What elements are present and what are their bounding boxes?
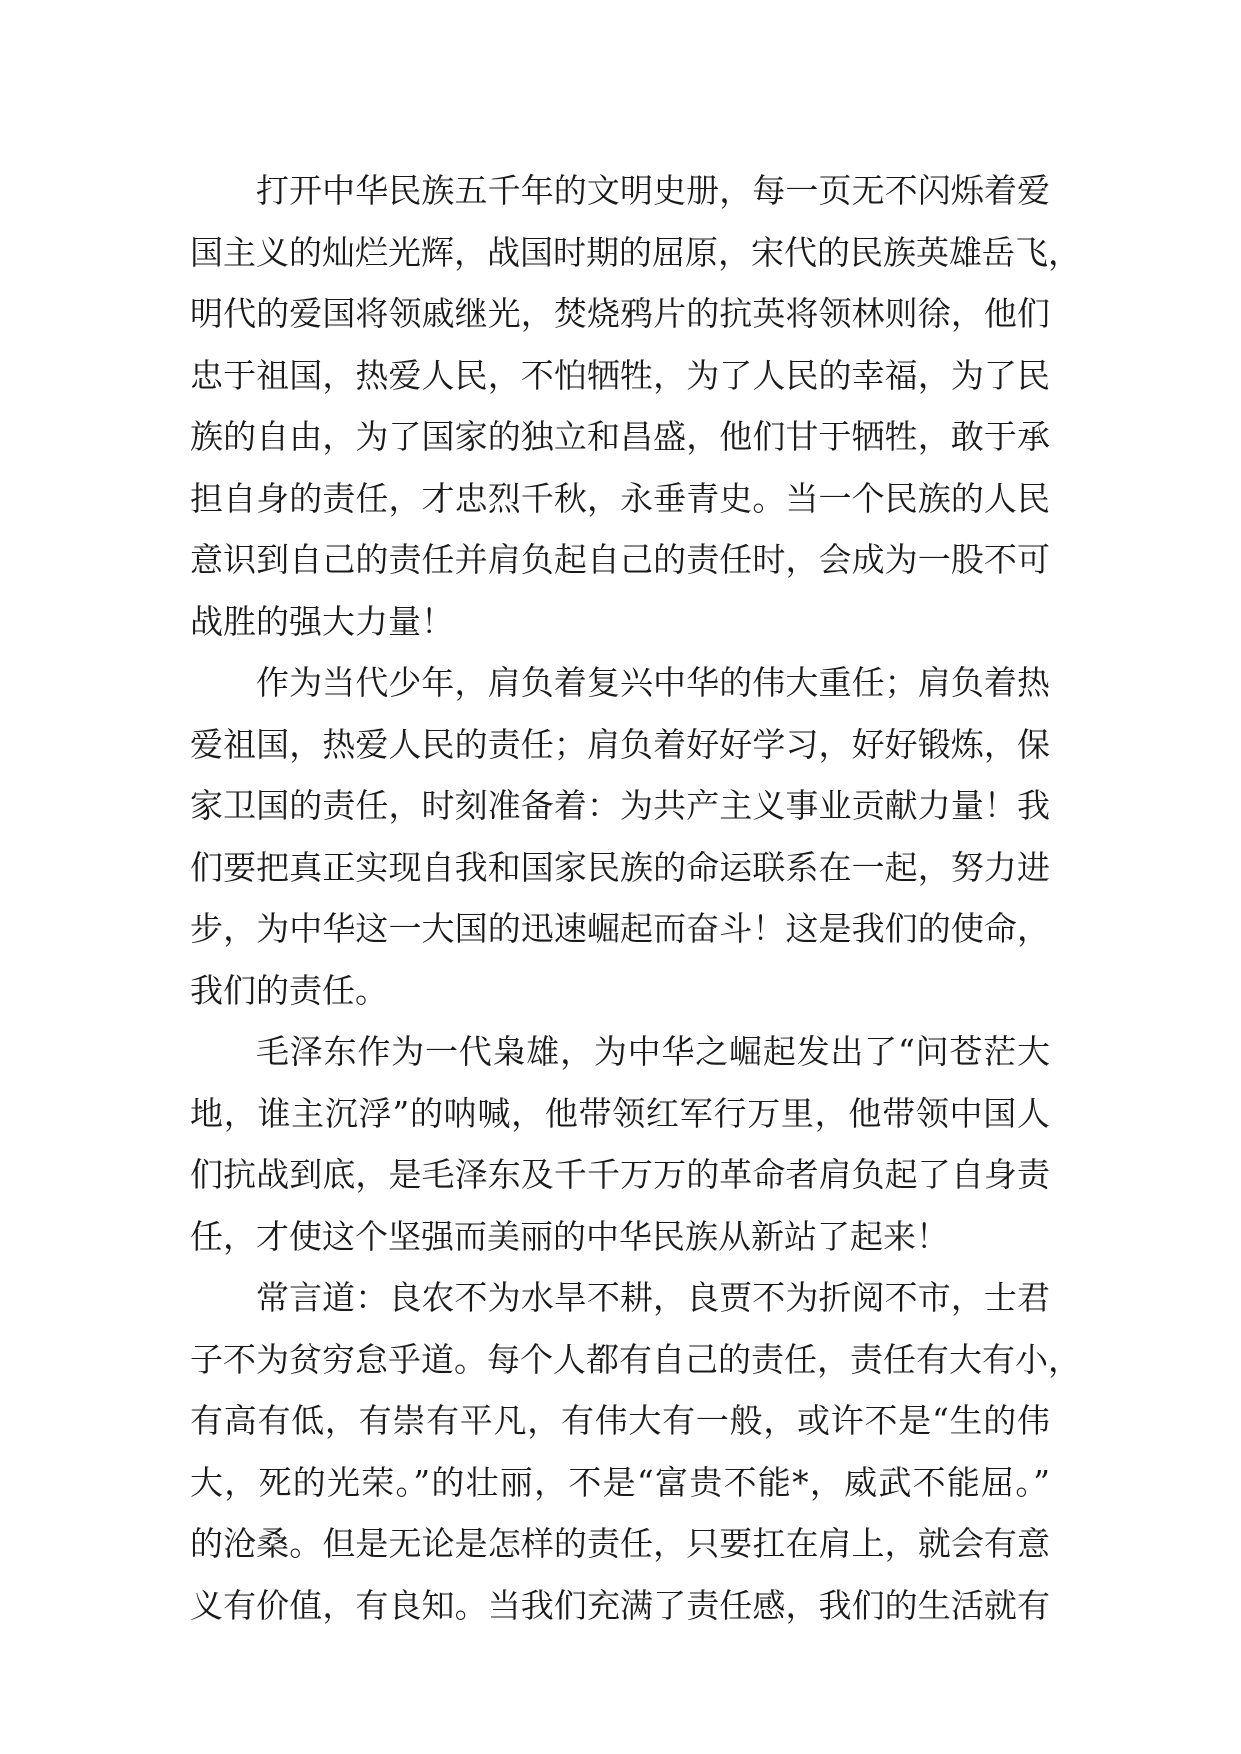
text-line: 任，才使这个坚强而美丽的中华民族从新站了起来！ — [190, 1216, 949, 1256]
text-line: 地，谁主沉浮”的呐喊，他带领红军行万里，他带领中国人 — [190, 1093, 1050, 1133]
text-line: 族的自由，为了国家的独立和昌盛，他们甘于牺牲，敢于承 — [190, 417, 1050, 456]
text-line: 战胜的强大力量！ — [190, 601, 454, 641]
paragraph-3 — [190, 1021, 1050, 1267]
text-line: 们抗战到底，是毛泽东及千千万万的革命者肩负起了自身责 — [190, 1155, 1050, 1194]
text-line: 义有价值，有良知。当我们充满了责任感，我们的生活就有 — [190, 1585, 1050, 1625]
text-line: 步，为中华这一大国的迅速崛起而奋斗！这是我们的使命， — [190, 909, 1050, 948]
paragraph-2 — [190, 652, 1050, 1021]
text-line: 有高有低，有崇有平凡，有伟大有一般，或许不是“生的伟 — [190, 1401, 1050, 1440]
text-line: 意识到自己的责任并肩负起自己的责任时，会成为一股不可 — [190, 540, 1050, 579]
text-line: 家卫国的责任，时刻准备着：为共产主义事业贡献力量！我 — [190, 786, 1050, 825]
text-line: 常言道：良农不为水旱不耕，良贾不为折阅不市，士君 — [256, 1278, 1050, 1317]
paragraph-4 — [190, 1267, 1081, 1636]
paragraph-1 — [190, 160, 1081, 652]
text-line: 的沧桑。但是无论是怎样的责任，只要扛在肩上，就会有意 — [190, 1524, 1050, 1563]
text-line: 作为当代少年，肩负着复兴中华的伟大重任；肩负着热 — [256, 663, 1050, 702]
text-line: 子不为贫穷怠乎道。每个人都有自己的责任，责任有大有小， — [190, 1339, 1081, 1379]
body-text — [190, 160, 1081, 1636]
text-line: 我们的责任。 — [190, 970, 388, 1010]
text-line: 大，死的光荣。”的壮丽，不是“富贵不能*，威武不能屈。” — [190, 1462, 1050, 1502]
text-line: 打开中华民族五千年的文明史册，每一页无不闪烁着爱 — [256, 171, 1050, 210]
text-line: 担自身的责任，才忠烈千秋，永垂青史。当一个民族的人民 — [190, 478, 1050, 518]
text-line: 们要把真正实现自我和国家民族的命运联系在一起，努力进 — [190, 847, 1050, 887]
text-line: 毛泽东作为一代枭雄，为中华之崛起发出了“问苍茫大 — [256, 1032, 1050, 1071]
text-line: 明代的爱国将领戚继光，焚烧鸦片的抗英将领林则徐，他们 — [190, 294, 1050, 333]
text-line: 忠于祖国，热爱人民，不怕牺牲，为了人民的幸福，为了民 — [190, 355, 1050, 395]
text-line: 爱祖国，热爱人民的责任；肩负着好好学习，好好锻炼，保 — [190, 724, 1050, 764]
text-line: 国主义的灿烂光辉，战国时期的屈原，宋代的民族英雄岳飞， — [190, 232, 1081, 272]
